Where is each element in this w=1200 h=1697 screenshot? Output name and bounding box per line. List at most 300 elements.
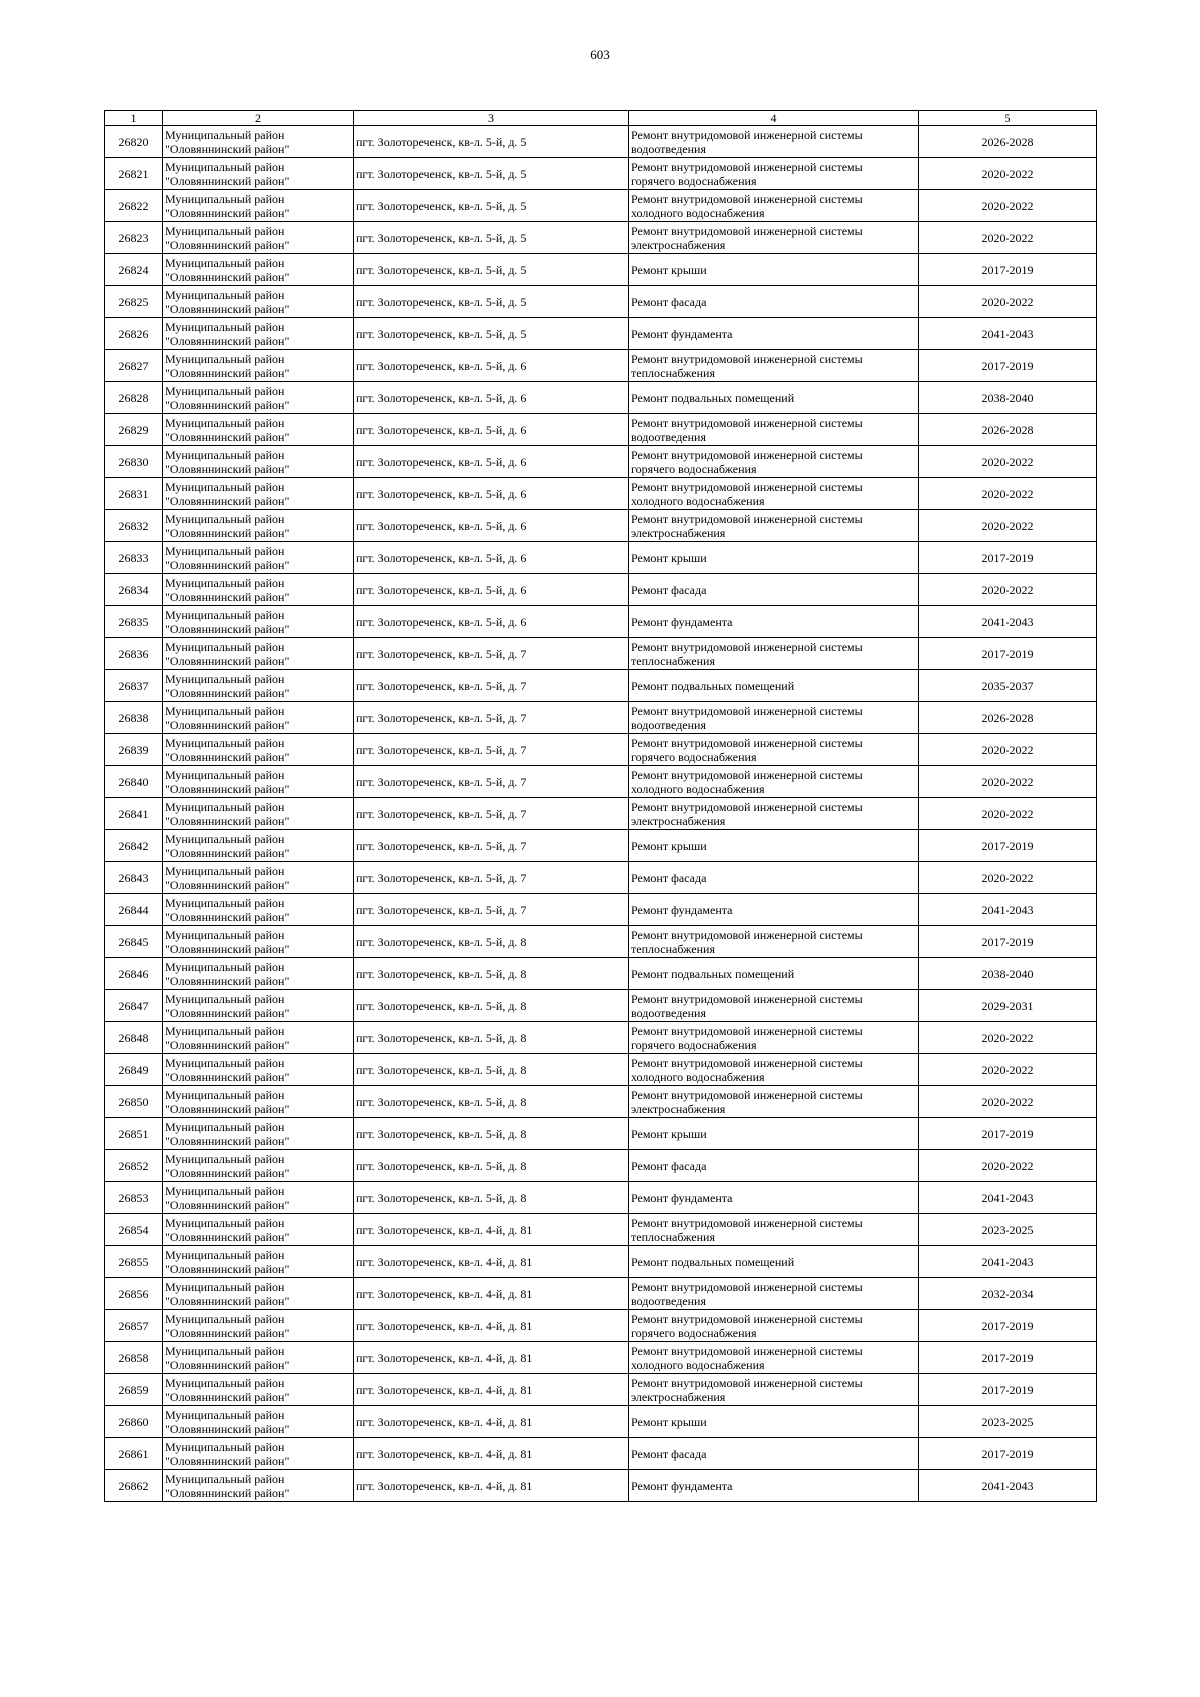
work-type-line: Ремонт внутридомовой инженерной системы xyxy=(631,927,863,942)
row-number: 26825 xyxy=(105,286,163,318)
municipality-line: Муниципальный район xyxy=(165,703,285,718)
address-cell: пгт. Золотореченск, кв-л. 4-й, д. 81 xyxy=(354,1310,629,1342)
row-number: 26830 xyxy=(105,446,163,478)
address-cell: пгт. Золотореченск, кв-л. 5-й, д. 6 xyxy=(354,414,629,446)
work-type-cell xyxy=(629,1214,919,1246)
municipality-line: Муниципальный район xyxy=(165,1439,285,1454)
table-row xyxy=(105,126,1097,158)
municipality-cell xyxy=(163,1438,354,1470)
table-row xyxy=(105,958,1097,990)
work-type-line: Ремонт внутридомовой инженерной системы xyxy=(631,1087,863,1102)
municipality-line: "Оловяннинский район" xyxy=(165,653,290,668)
work-type-line: водоотведения xyxy=(631,717,706,732)
period-cell: 2017-2019 xyxy=(919,1342,1097,1374)
row-number: 26835 xyxy=(105,606,163,638)
municipality-line: "Оловяннинский район" xyxy=(165,1037,290,1052)
work-type-cell xyxy=(629,126,919,158)
row-number: 26841 xyxy=(105,798,163,830)
municipality-line: Муниципальный район xyxy=(165,799,285,814)
work-type-line: электроснабжения xyxy=(631,525,726,540)
column-header-3: 3 xyxy=(354,111,629,126)
work-type-line: Ремонт внутридомовой инженерной системы xyxy=(631,703,863,718)
work-type-line: теплоснабжения xyxy=(631,653,715,668)
municipality-cell xyxy=(163,670,354,702)
municipality-cell xyxy=(163,350,354,382)
address-cell: пгт. Золотореченск, кв-л. 5-й, д. 8 xyxy=(354,990,629,1022)
municipality-line: Муниципальный район xyxy=(165,1375,285,1390)
work-type-cell xyxy=(629,350,919,382)
work-type-line: электроснабжения xyxy=(631,1101,726,1116)
period-cell: 2017-2019 xyxy=(919,830,1097,862)
capital-repair-table xyxy=(104,110,1097,1502)
municipality-line: Муниципальный район xyxy=(165,607,285,622)
work-type-line: горячего водоснабжения xyxy=(631,1037,757,1052)
municipality-line: "Оловяннинский район" xyxy=(165,1069,290,1084)
work-type-line: Ремонт внутридомовой инженерной системы xyxy=(631,1343,863,1358)
municipality-cell xyxy=(163,318,354,350)
work-type-line: водоотведения xyxy=(631,429,706,444)
period-cell: 2023-2025 xyxy=(919,1214,1097,1246)
work-type-cell xyxy=(629,958,919,990)
work-type-line: Ремонт внутридомовой инженерной системы xyxy=(631,735,863,750)
municipality-line: "Оловяннинский район" xyxy=(165,1357,290,1372)
table-row xyxy=(105,1118,1097,1150)
period-cell: 2029-2031 xyxy=(919,990,1097,1022)
municipality-cell xyxy=(163,862,354,894)
period-cell: 2041-2043 xyxy=(919,1470,1097,1502)
work-type-line: Ремонт фасада xyxy=(631,582,707,597)
municipality-cell xyxy=(163,1150,354,1182)
work-type-line: Ремонт внутридомовой инженерной системы xyxy=(631,479,863,494)
municipality-line: Муниципальный район xyxy=(165,1247,285,1262)
municipality-cell xyxy=(163,798,354,830)
row-number: 26843 xyxy=(105,862,163,894)
municipality-line: "Оловяннинский район" xyxy=(165,1229,290,1244)
row-number: 26851 xyxy=(105,1118,163,1150)
header-row xyxy=(105,111,1097,126)
municipality-line: Муниципальный район xyxy=(165,1215,285,1230)
municipality-line: "Оловяннинский район" xyxy=(165,1325,290,1340)
municipality-cell xyxy=(163,1214,354,1246)
row-number: 26832 xyxy=(105,510,163,542)
work-type-line: горячего водоснабжения xyxy=(631,461,757,476)
row-number: 26834 xyxy=(105,574,163,606)
municipality-cell xyxy=(163,894,354,926)
work-type-line: Ремонт подвальных помещений xyxy=(631,678,795,693)
municipality-line: "Оловяннинский район" xyxy=(165,685,290,700)
work-type-line: Ремонт фундамента xyxy=(631,1190,733,1205)
municipality-line: "Оловяннинский район" xyxy=(165,1261,290,1276)
work-type-line: Ремонт крыши xyxy=(631,1414,707,1429)
address-cell: пгт. Золотореченск, кв-л. 5-й, д. 6 xyxy=(354,510,629,542)
address-cell: пгт. Золотореченск, кв-л. 5-й, д. 7 xyxy=(354,638,629,670)
row-number: 26855 xyxy=(105,1246,163,1278)
period-cell: 2020-2022 xyxy=(919,1086,1097,1118)
column-header-2: 2 xyxy=(163,111,354,126)
row-number: 26820 xyxy=(105,126,163,158)
municipality-line: Муниципальный район xyxy=(165,1471,285,1486)
address-cell: пгт. Золотореченск, кв-л. 4-й, д. 81 xyxy=(354,1406,629,1438)
period-cell: 2020-2022 xyxy=(919,734,1097,766)
municipality-line: Муниципальный район xyxy=(165,479,285,494)
work-type-line: теплоснабжения xyxy=(631,941,715,956)
work-type-cell xyxy=(629,574,919,606)
address-cell: пгт. Золотореченск, кв-л. 5-й, д. 7 xyxy=(354,766,629,798)
table-row xyxy=(105,1438,1097,1470)
municipality-line: "Оловяннинский район" xyxy=(165,1389,290,1404)
work-type-cell xyxy=(629,1118,919,1150)
municipality-line: "Оловяннинский район" xyxy=(165,493,290,508)
municipality-cell xyxy=(163,542,354,574)
municipality-line: "Оловяннинский район" xyxy=(165,237,290,252)
address-cell: пгт. Золотореченск, кв-л. 5-й, д. 6 xyxy=(354,350,629,382)
municipality-line: "Оловяннинский район" xyxy=(165,301,290,316)
address-cell: пгт. Золотореченск, кв-л. 5-й, д. 8 xyxy=(354,1054,629,1086)
row-number: 26857 xyxy=(105,1310,163,1342)
address-cell: пгт. Золотореченск, кв-л. 5-й, д. 5 xyxy=(354,222,629,254)
work-type-line: Ремонт крыши xyxy=(631,838,707,853)
row-number: 26854 xyxy=(105,1214,163,1246)
table-row xyxy=(105,574,1097,606)
work-type-line: Ремонт внутридомовой инженерной системы xyxy=(631,1375,863,1390)
address-cell: пгт. Золотореченск, кв-л. 5-й, д. 5 xyxy=(354,318,629,350)
municipality-line: "Оловяннинский район" xyxy=(165,1453,290,1468)
period-cell: 2020-2022 xyxy=(919,862,1097,894)
row-number: 26853 xyxy=(105,1182,163,1214)
address-cell: пгт. Золотореченск, кв-л. 5-й, д. 7 xyxy=(354,894,629,926)
work-type-line: Ремонт фасада xyxy=(631,294,707,309)
work-type-cell xyxy=(629,478,919,510)
table-row xyxy=(105,894,1097,926)
table-row xyxy=(105,926,1097,958)
work-type-cell xyxy=(629,798,919,830)
work-type-line: Ремонт внутридомовой инженерной системы xyxy=(631,127,863,142)
row-number: 26840 xyxy=(105,766,163,798)
municipality-line: Муниципальный район xyxy=(165,1151,285,1166)
municipality-cell xyxy=(163,766,354,798)
municipality-line: Муниципальный район xyxy=(165,1055,285,1070)
row-number: 26861 xyxy=(105,1438,163,1470)
work-type-line: Ремонт внутридомовой инженерной системы xyxy=(631,1023,863,1038)
municipality-cell xyxy=(163,638,354,670)
municipality-line: Муниципальный район xyxy=(165,287,285,302)
table-row xyxy=(105,190,1097,222)
work-type-cell xyxy=(629,1246,919,1278)
municipality-line: Муниципальный район xyxy=(165,1183,285,1198)
municipality-line: Муниципальный район xyxy=(165,991,285,1006)
table-row xyxy=(105,1406,1097,1438)
table-row xyxy=(105,1150,1097,1182)
table-row xyxy=(105,158,1097,190)
work-type-line: Ремонт внутридомовой инженерной системы xyxy=(631,1311,863,1326)
address-cell: пгт. Золотореченск, кв-л. 4-й, д. 81 xyxy=(354,1342,629,1374)
address-cell: пгт. Золотореченск, кв-л. 5-й, д. 6 xyxy=(354,574,629,606)
address-cell: пгт. Золотореченск, кв-л. 5-й, д. 5 xyxy=(354,190,629,222)
table-row xyxy=(105,1310,1097,1342)
period-cell: 2026-2028 xyxy=(919,414,1097,446)
work-type-line: холодного водоснабжения xyxy=(631,781,765,796)
work-type-cell xyxy=(629,606,919,638)
municipality-line: Муниципальный район xyxy=(165,927,285,942)
work-type-line: Ремонт фундамента xyxy=(631,902,733,917)
work-type-cell xyxy=(629,510,919,542)
municipality-line: Муниципальный район xyxy=(165,1023,285,1038)
municipality-cell xyxy=(163,1406,354,1438)
work-type-line: Ремонт внутридомовой инженерной системы xyxy=(631,1055,863,1070)
period-cell: 2017-2019 xyxy=(919,638,1097,670)
municipality-cell xyxy=(163,1470,354,1502)
municipality-cell xyxy=(163,1342,354,1374)
municipality-cell xyxy=(163,702,354,734)
municipality-line: "Оловяннинский район" xyxy=(165,1133,290,1148)
municipality-line: "Оловяннинский район" xyxy=(165,397,290,412)
period-cell: 2020-2022 xyxy=(919,1054,1097,1086)
table-header xyxy=(105,111,1097,126)
work-type-cell xyxy=(629,1310,919,1342)
work-type-cell xyxy=(629,414,919,446)
period-cell: 2041-2043 xyxy=(919,318,1097,350)
work-type-cell xyxy=(629,1438,919,1470)
municipality-line: Муниципальный район xyxy=(165,639,285,654)
period-cell: 2020-2022 xyxy=(919,510,1097,542)
work-type-line: холодного водоснабжения xyxy=(631,493,765,508)
municipality-line: "Оловяннинский район" xyxy=(165,621,290,636)
table-row xyxy=(105,990,1097,1022)
work-type-line: Ремонт подвальных помещений xyxy=(631,390,795,405)
work-type-cell xyxy=(629,670,919,702)
work-type-cell xyxy=(629,190,919,222)
work-type-cell xyxy=(629,1342,919,1374)
period-cell: 2020-2022 xyxy=(919,1022,1097,1054)
work-type-line: Ремонт фасада xyxy=(631,1446,707,1461)
municipality-cell xyxy=(163,1118,354,1150)
period-cell: 2041-2043 xyxy=(919,1182,1097,1214)
row-number: 26839 xyxy=(105,734,163,766)
table-row xyxy=(105,1182,1097,1214)
row-number: 26858 xyxy=(105,1342,163,1374)
work-type-line: водоотведения xyxy=(631,1293,706,1308)
work-type-line: Ремонт крыши xyxy=(631,550,707,565)
address-cell: пгт. Золотореченск, кв-л. 5-й, д. 6 xyxy=(354,478,629,510)
row-number: 26856 xyxy=(105,1278,163,1310)
work-type-line: Ремонт фундамента xyxy=(631,326,733,341)
municipality-cell xyxy=(163,926,354,958)
period-cell: 2020-2022 xyxy=(919,446,1097,478)
municipality-line: Муниципальный район xyxy=(165,1407,285,1422)
address-cell: пгт. Золотореченск, кв-л. 5-й, д. 6 xyxy=(354,542,629,574)
address-cell: пгт. Золотореченск, кв-л. 5-й, д. 8 xyxy=(354,1182,629,1214)
period-cell: 2041-2043 xyxy=(919,894,1097,926)
address-cell: пгт. Золотореченск, кв-л. 4-й, д. 81 xyxy=(354,1246,629,1278)
address-cell: пгт. Золотореченск, кв-л. 4-й, д. 81 xyxy=(354,1278,629,1310)
work-type-line: Ремонт внутридомовой инженерной системы xyxy=(631,991,863,1006)
row-number: 26837 xyxy=(105,670,163,702)
table-row xyxy=(105,542,1097,574)
period-cell: 2020-2022 xyxy=(919,190,1097,222)
work-type-line: горячего водоснабжения xyxy=(631,173,757,188)
municipality-line: Муниципальный район xyxy=(165,351,285,366)
table-row xyxy=(105,798,1097,830)
municipality-cell xyxy=(163,734,354,766)
municipality-line: Муниципальный район xyxy=(165,415,285,430)
municipality-cell xyxy=(163,1246,354,1278)
period-cell: 2020-2022 xyxy=(919,158,1097,190)
period-cell: 2020-2022 xyxy=(919,766,1097,798)
municipality-cell xyxy=(163,446,354,478)
period-cell: 2020-2022 xyxy=(919,798,1097,830)
municipality-line: "Оловяннинский район" xyxy=(165,429,290,444)
work-type-line: Ремонт внутридомовой инженерной системы xyxy=(631,799,863,814)
row-number: 26848 xyxy=(105,1022,163,1054)
period-cell: 2026-2028 xyxy=(919,126,1097,158)
table-row xyxy=(105,606,1097,638)
municipality-cell xyxy=(163,1310,354,1342)
municipality-line: Муниципальный район xyxy=(165,1087,285,1102)
address-cell: пгт. Золотореченск, кв-л. 5-й, д. 5 xyxy=(354,254,629,286)
work-type-line: Ремонт внутридомовой инженерной системы xyxy=(631,447,863,462)
work-type-line: Ремонт внутридомовой инженерной системы xyxy=(631,1215,863,1230)
address-cell: пгт. Золотореченск, кв-л. 5-й, д. 6 xyxy=(354,606,629,638)
table-row xyxy=(105,766,1097,798)
period-cell: 2020-2022 xyxy=(919,222,1097,254)
address-cell: пгт. Золотореченск, кв-л. 5-й, д. 5 xyxy=(354,158,629,190)
work-type-line: Ремонт внутридомовой инженерной системы xyxy=(631,767,863,782)
row-number: 26850 xyxy=(105,1086,163,1118)
work-type-line: Ремонт внутридомовой инженерной системы xyxy=(631,415,863,430)
work-type-line: Ремонт внутридомовой инженерной системы xyxy=(631,223,863,238)
municipality-line: Муниципальный район xyxy=(165,319,285,334)
row-number: 26828 xyxy=(105,382,163,414)
table-row xyxy=(105,478,1097,510)
work-type-line: электроснабжения xyxy=(631,813,726,828)
municipality-line: Муниципальный район xyxy=(165,831,285,846)
municipality-cell xyxy=(163,126,354,158)
work-type-cell xyxy=(629,542,919,574)
address-cell: пгт. Золотореченск, кв-л. 5-й, д. 7 xyxy=(354,862,629,894)
work-type-line: горячего водоснабжения xyxy=(631,749,757,764)
address-cell: пгт. Золотореченск, кв-л. 5-й, д. 8 xyxy=(354,1150,629,1182)
work-type-line: Ремонт крыши xyxy=(631,1126,707,1141)
row-number: 26822 xyxy=(105,190,163,222)
row-number: 26833 xyxy=(105,542,163,574)
municipality-line: "Оловяннинский район" xyxy=(165,525,290,540)
municipality-line: Муниципальный район xyxy=(165,511,285,526)
period-cell: 2041-2043 xyxy=(919,1246,1097,1278)
period-cell: 2038-2040 xyxy=(919,382,1097,414)
municipality-line: Муниципальный район xyxy=(165,543,285,558)
municipality-cell xyxy=(163,1374,354,1406)
municipality-line: Муниципальный район xyxy=(165,895,285,910)
municipality-line: "Оловяннинский район" xyxy=(165,973,290,988)
address-cell: пгт. Золотореченск, кв-л. 4-й, д. 81 xyxy=(354,1214,629,1246)
period-cell: 2020-2022 xyxy=(919,478,1097,510)
row-number: 26862 xyxy=(105,1470,163,1502)
municipality-line: "Оловяннинский район" xyxy=(165,269,290,284)
municipality-cell xyxy=(163,990,354,1022)
address-cell: пгт. Золотореченск, кв-л. 5-й, д. 8 xyxy=(354,1086,629,1118)
municipality-line: Муниципальный район xyxy=(165,1343,285,1358)
table-row xyxy=(105,222,1097,254)
municipality-line: "Оловяннинский район" xyxy=(165,717,290,732)
municipality-line: Муниципальный район xyxy=(165,1311,285,1326)
address-cell: пгт. Золотореченск, кв-л. 4-й, д. 81 xyxy=(354,1470,629,1502)
address-cell: пгт. Золотореченск, кв-л. 5-й, д. 7 xyxy=(354,798,629,830)
table-row xyxy=(105,1086,1097,1118)
work-type-line: холодного водоснабжения xyxy=(631,1069,765,1084)
municipality-line: Муниципальный район xyxy=(165,1119,285,1134)
table-row xyxy=(105,1374,1097,1406)
municipality-line: "Оловяннинский район" xyxy=(165,589,290,604)
municipality-line: Муниципальный район xyxy=(165,767,285,782)
work-type-line: Ремонт подвальных помещений xyxy=(631,1254,795,1269)
municipality-cell xyxy=(163,574,354,606)
work-type-cell xyxy=(629,382,919,414)
municipality-line: "Оловяннинский район" xyxy=(165,365,290,380)
work-type-line: Ремонт подвальных помещений xyxy=(631,966,795,981)
period-cell: 2017-2019 xyxy=(919,350,1097,382)
table-row xyxy=(105,318,1097,350)
table-row xyxy=(105,446,1097,478)
work-type-cell xyxy=(629,1374,919,1406)
period-cell: 2017-2019 xyxy=(919,926,1097,958)
municipality-line: "Оловяннинский район" xyxy=(165,845,290,860)
row-number: 26849 xyxy=(105,1054,163,1086)
work-type-line: Ремонт внутридомовой инженерной системы xyxy=(631,1279,863,1294)
period-cell: 2026-2028 xyxy=(919,702,1097,734)
work-type-cell xyxy=(629,894,919,926)
table-row xyxy=(105,670,1097,702)
municipality-line: "Оловяннинский район" xyxy=(165,749,290,764)
municipality-line: Муниципальный район xyxy=(165,959,285,974)
address-cell: пгт. Золотореченск, кв-л. 5-й, д. 6 xyxy=(354,382,629,414)
period-cell: 2017-2019 xyxy=(919,1374,1097,1406)
work-type-line: Ремонт внутридомовой инженерной системы xyxy=(631,191,863,206)
work-type-cell xyxy=(629,158,919,190)
municipality-cell xyxy=(163,254,354,286)
municipality-line: Муниципальный район xyxy=(165,1279,285,1294)
period-cell: 2020-2022 xyxy=(919,286,1097,318)
work-type-cell xyxy=(629,830,919,862)
row-number: 26852 xyxy=(105,1150,163,1182)
column-header-5: 5 xyxy=(919,111,1097,126)
work-type-line: электроснабжения xyxy=(631,237,726,252)
municipality-cell xyxy=(163,1054,354,1086)
work-type-line: Ремонт внутридомовой инженерной системы xyxy=(631,159,863,174)
municipality-line: Муниципальный район xyxy=(165,671,285,686)
municipality-line: "Оловяннинский район" xyxy=(165,1293,290,1308)
row-number: 26842 xyxy=(105,830,163,862)
municipality-line: "Оловяннинский район" xyxy=(165,173,290,188)
work-type-line: Ремонт крыши xyxy=(631,262,707,277)
municipality-cell xyxy=(163,958,354,990)
work-type-cell xyxy=(629,638,919,670)
row-number: 26844 xyxy=(105,894,163,926)
row-number: 26859 xyxy=(105,1374,163,1406)
period-cell: 2017-2019 xyxy=(919,542,1097,574)
municipality-line: "Оловяннинский район" xyxy=(165,333,290,348)
row-number: 26831 xyxy=(105,478,163,510)
work-type-cell xyxy=(629,254,919,286)
work-type-line: теплоснабжения xyxy=(631,365,715,380)
work-type-line: водоотведения xyxy=(631,1005,706,1020)
row-number: 26824 xyxy=(105,254,163,286)
work-type-cell xyxy=(629,1022,919,1054)
municipality-line: "Оловяннинский район" xyxy=(165,909,290,924)
table-row xyxy=(105,254,1097,286)
municipality-line: "Оловяннинский район" xyxy=(165,205,290,220)
municipality-line: Муниципальный район xyxy=(165,575,285,590)
municipality-line: "Оловяннинский район" xyxy=(165,877,290,892)
